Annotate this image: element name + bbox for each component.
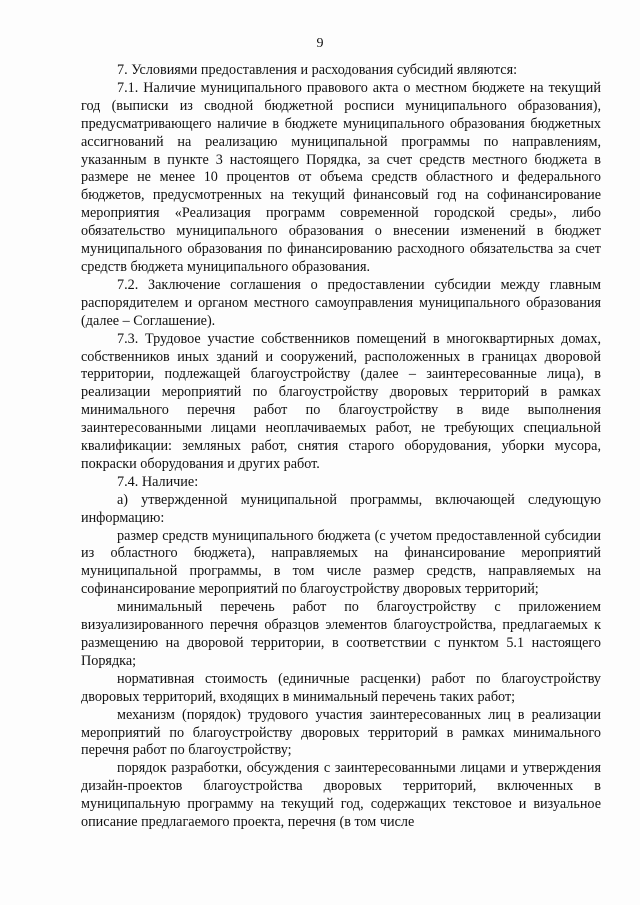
paragraph-7-1: 7.1. Наличие муниципального правового акта о местном бюджете на текущий год (выписки из сводной бюджетной росписи муниципального образования), предусматривающего наличие в бюджете муниципального образования бюджетных ассигнований на реализацию муниципальной программы по направлениям, указанным в пункте 3 настоящего Порядка, за счет средств местного бюджета в размере не менее 10 процентов от объема средств областного и федерального бюджетов, предусмотренных на текущий финансовый год на софинансирование мероприятия «Реализация программ современной городской среды», либо обязательство муниципального образования о внесении изменений в бюджет муниципального образования по финансированию расходного обязательства за счет средств бюджета муниципального образования. — [81, 79, 601, 275]
page-number: 9 — [316, 36, 324, 51]
list-item-design-procedure: порядок разработки, обсуждения с заинтересованными лицами и утверждения дизайн-проектов благоустройства дворовых территорий, включенных в муниципальную программу на текущий год, содержащих текстовое и визуальное описание предлагаемого проекта, перечня (в том числе — [81, 760, 601, 831]
list-item-normative-cost: нормативная стоимость (единичные расценки) работ по благоустройству дворовых территорий, входящих в минимальный перечень таких работ; — [81, 670, 601, 705]
paragraph-7-4: 7.4. Наличие: — [117, 473, 199, 490]
list-item-budget-size: размер средств муниципального бюджета (с учетом предоставленной субсидии из областного бюджета), направляемых на финансирование мероприятий муниципальной программы, в том числе размер средств, направляемых на софинансирование мероприятий по благоустройству дворовых территорий; — [81, 527, 601, 598]
paragraph-7-4-a: а) утвержденной муниципальной программы, включающей следующую информацию: — [81, 491, 601, 526]
paragraph-7-conditions: 7. Условиями предоставления и расходования субсидий являются: — [117, 62, 518, 78]
paragraph-7-2: 7.2. Заключение соглашения о предоставлении субсидии между главным распорядителем и органом местного самоуправления муниципального образования (далее – Соглашение). — [81, 276, 601, 329]
list-item-minimal-works: минимальный перечень работ по благоустройству с приложением визуализированного перечня образцов элементов благоустройства, предлагаемых к размещению на дворовой территории, в соответствии с пунктом 5.1 настоящего Порядка; — [81, 599, 601, 669]
list-item-labor-mechanism: механизм (порядок) трудового участия заинтересованных лиц в реализации мероприятий по благоустройству дворовых территорий в рамках минимального перечня работ по благоустройству; — [81, 706, 601, 759]
document-body — [81, 62, 601, 832]
paragraph-7-3: 7.3. Трудовое участие собственников помещений в многоквартирных домах, собственников иных зданий и сооружений, расположенных в границах дворовой территории, подлежащей благоустройству (далее – заинтересованные лица), в реализации мероприятий по благоустройству дворовых территорий в рамках минимального перечня работ по благоустройству в виде выполнения заинтересованными лицами неоплачиваемых работ, не требующих специальной квалификации: земляных работ, снятия старого оборудования, уборки мусора, покраски оборудования и других работ. — [81, 330, 601, 472]
